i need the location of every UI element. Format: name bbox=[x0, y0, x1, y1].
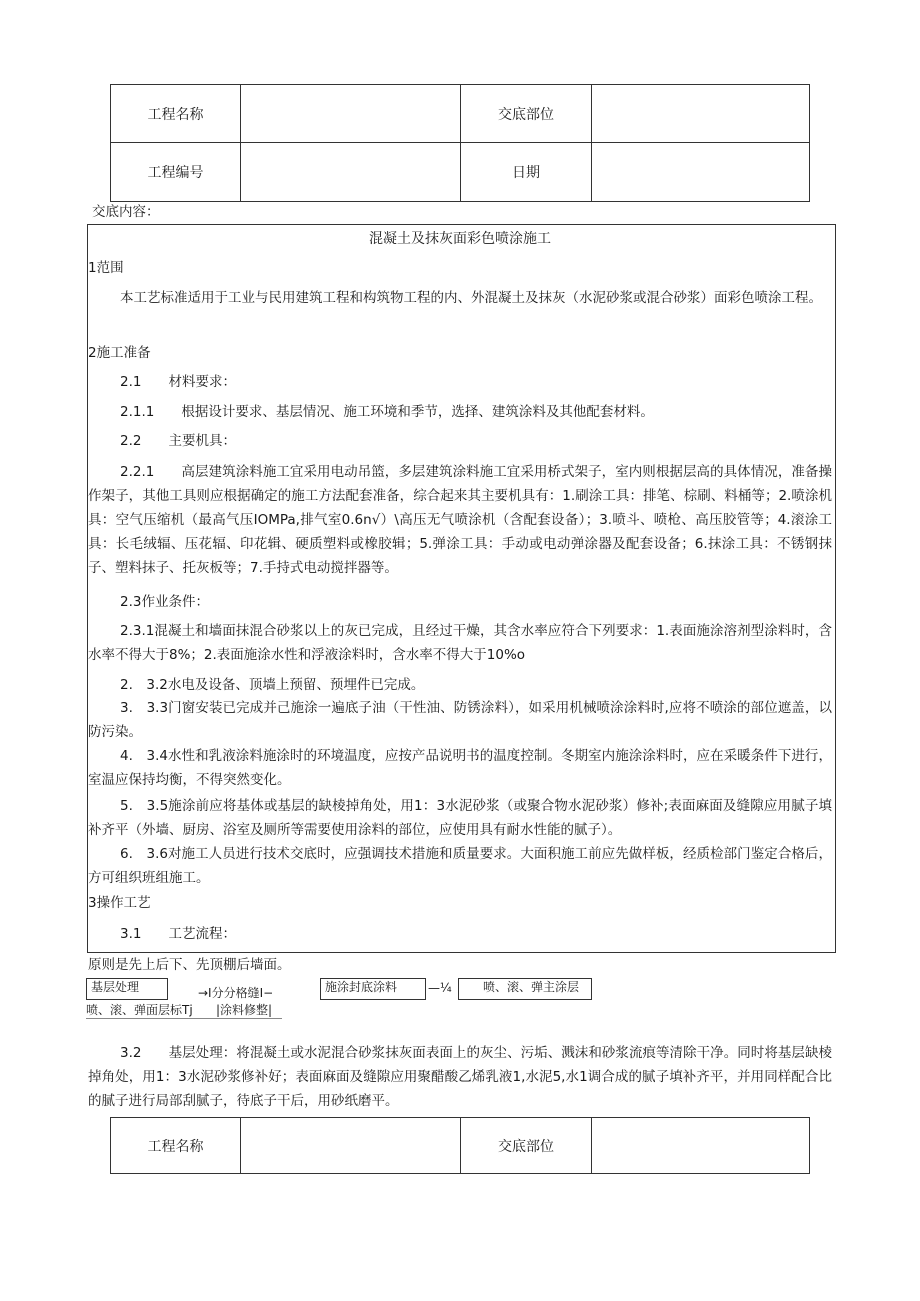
project-name-label: 工程名称 bbox=[111, 85, 241, 143]
handover-part-value[interactable] bbox=[592, 85, 810, 143]
flow-paint-repair: |涂料修整| bbox=[216, 1003, 273, 1017]
section-1-heading: 1范围 bbox=[88, 260, 124, 276]
flow-underline bbox=[86, 1018, 282, 1019]
flow-box-main-coat: 喷、滚、弹主涂层 bbox=[458, 978, 592, 1000]
footer-handover-part-label: 交底部位 bbox=[461, 1118, 592, 1174]
footer-handover-part-value[interactable] bbox=[592, 1118, 810, 1174]
section-2-3-4: 4. 3.4水性和乳液涂料施涂时的环境温度，应按产品说明书的温度控制。冬期室内施涂涂料时，应在采暖条件下进行，室温应保持均衡，不得突然变化。 bbox=[88, 748, 832, 788]
section-1-paragraph: 本工艺标准适用于工业与民用建筑工程和构筑物工程的内、外混凝土及抹灰（水泥砂浆或混合砂浆）面彩色喷涂工程。 bbox=[120, 290, 822, 306]
section-3-heading: 3操作工艺 bbox=[88, 895, 151, 911]
flow-principle: 原则是先上后下、先顶棚后墙面。 bbox=[88, 957, 291, 973]
date-label: 日期 bbox=[461, 143, 592, 202]
handover-part-label: 交底部位 bbox=[461, 85, 592, 143]
section-2-3-6: 6. 3.6对施工人员进行技术交底时，应强调技术措施和质量要求。大面积施工前应先做样板，经质检部门鉴定合格后，方可组织班组施工。 bbox=[88, 846, 832, 886]
section-2-3: 2.3作业条件： bbox=[120, 594, 209, 610]
doc-title: 混凝土及抹灰面彩色喷涂施工 bbox=[369, 231, 551, 247]
project-no-value[interactable] bbox=[241, 143, 461, 202]
section-2-3-5: 5. 3.5施涂前应将基体或基层的缺棱掉角处，用1：3水泥砂浆（或聚合物水泥砂浆）修补;表面麻面及缝隙应用腻子填补齐平（外墙、厨房、浴室及厕所等需要使用涂料的部位，应使用具有耐水性能的腻子）。 bbox=[88, 798, 832, 838]
section-3-1: 3.1 工艺流程： bbox=[120, 926, 236, 942]
section-3-2: 3.2 基层处理：将混凝土或水泥混合砂浆抹灰面表面上的灰尘、污垢、溅沫和砂浆流痕等清除干净。同时将基层缺棱掉角处，用1：3水泥砂浆修补好；表面麻面及缝隙应用聚醋酸乙烯乳液1,水泥5,水1调合成的腻子填补齐平，并用同样配合比的腻子进行局部刮腻子，待底子干后，用砂纸磨平。 bbox=[88, 1045, 832, 1109]
section-2-2: 2.2 主要机具： bbox=[120, 433, 236, 449]
section-2-2-1: 2.2.1 高层建筑涂料施工宜采用电动吊篮，多层建筑涂料施工宜采用桥式架子，室内则根据层高的具体情况，准备操作架子，其他工具则应根据确定的施工方法配套准备，综合起来其主要机具有：1.刷涂工具：排笔、棕刷、料桶等；2.喷涂机具：空气压缩机（最高气压IOMPa,排气室0.6n√）\高压无气喷涂机（含配套设备）；3.喷斗、喷枪、高压胶管等；4.滚涂工具：长毛绒辐、压花辐、印花辑、硬质塑料或橡胶辑；5.弹涂工具：手动或电动弹涂器及配套设备；6.抹涂工具：不锈钢抹子、塑料抹子、托灰板等；7.手持式电动搅拌器等。 bbox=[88, 464, 832, 576]
flow-box-base-treatment: 基层处理 bbox=[86, 978, 168, 1000]
flow-box-sealing-coat: 施涂封底涂料 bbox=[320, 978, 426, 1000]
section-2-1: 2.1 材料要求： bbox=[120, 374, 236, 390]
project-no-label: 工程编号 bbox=[111, 143, 241, 202]
flow-finish-coat: 喷、滚、弹面层标Tj bbox=[86, 1003, 193, 1017]
footer-table bbox=[110, 1117, 810, 1174]
section-2-3-3: 3. 3.3门窗安装已完成并己施涂一遍底子油（干性油、防锈涂料），如采用机械喷涂涂料时,应将不喷涂的部位遮盖，以防污染。 bbox=[88, 700, 832, 740]
section-2-1-1: 2.1.1 根据设计要求、基层情况、施工环境和季节，选择、建筑涂料及其他配套材料。 bbox=[120, 404, 654, 420]
footer-project-name-value[interactable] bbox=[241, 1118, 461, 1174]
flow-arrow-joint: →I分分格缝I− bbox=[198, 986, 274, 1000]
footer-project-name-label: 工程名称 bbox=[111, 1118, 241, 1174]
section-2-3-2: 2. 3.2水电及设备、顶墙上预留、预埋件已完成。 bbox=[120, 677, 425, 693]
date-value[interactable] bbox=[592, 143, 810, 202]
section-2-heading: 2施工准备 bbox=[88, 345, 151, 361]
project-name-value[interactable] bbox=[241, 85, 461, 143]
flow-arrow-2: —¼ bbox=[428, 981, 452, 995]
handover-content-label: 交底内容： bbox=[92, 204, 160, 220]
header-table bbox=[110, 84, 810, 202]
section-2-3-1: 2.3.1混凝土和墙面抹混合砂浆以上的灰已完成，且经过干燥，其含水率应符合下列要求：1.表面施涂溶剂型涂料时，含水率不得大于8%；2.表面施涂水性和浮液涂料时，含水率不得大于10%o bbox=[88, 623, 832, 663]
